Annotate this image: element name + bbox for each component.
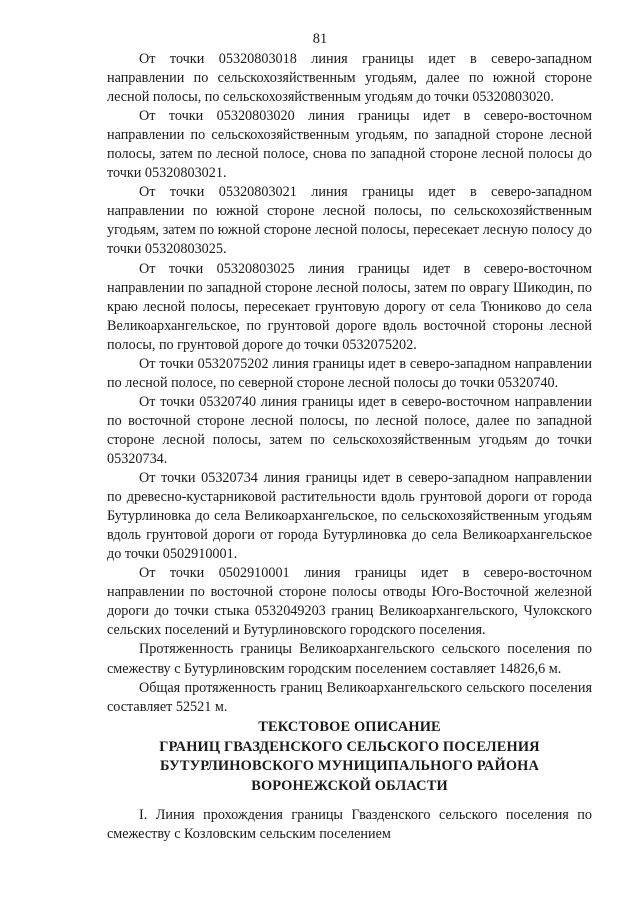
boundary-description-text xyxy=(107,50,592,717)
paragraph-point-0532075202: От точки 0532075202 линия границы идет в северо-западном направлении по лесной полосе, по северной стороне лесной полосы до точки 05320740. xyxy=(107,355,592,391)
paragraph-point-05320740: От точки 05320740 линия границы идет в северо-восточном направлении по восточной стороне лесной полосы, по лесной полосе, далее по западной стороне лесной полосы, затем по сельскохозяйственным угодьям до точки 05320734. xyxy=(107,393,592,467)
heading-line-2: ГРАНИЦ ГВАЗДЕНСКОГО СЕЛЬСКОГО ПОСЕЛЕНИЯ xyxy=(159,738,540,755)
section-1-title: I. Линия прохождения границы Гвазденского сельского поселения по смежеству с Козловским сельским поселением xyxy=(107,807,592,843)
heading-line-1: ТЕКСТОВОЕ ОПИСАНИЕ xyxy=(258,719,441,735)
paragraph-point-0502910001: От точки 0502910001 линия границы идет в северо-восточном направлении по восточной стороне полосы отводы Юго-Восточной железной дороги до точки стыка 0532049203 границ Великоархангельского, Чулокского сельских поселений и Бутурлиновского городского поселения. xyxy=(107,565,592,639)
section-heading xyxy=(107,718,592,796)
paragraph-point-05320803025: От точки 05320803025 линия границы идет в северо-восточном направлении по западной стороне лесной полосы, затем по оврагу Шикодин, по краю лесной полосы, пересекает грунтовую дорогу от села Тюниково до села Великоархангельское, по грунтовой дороге вдоль восточной стороны лесной полосы, по грунтовой дороге до точки 0532075202. xyxy=(107,260,592,353)
paragraph-point-05320803021: От точки 05320803021 линия границы идет в северо-западном направлении по южной стороне лесной полосы, по сельскохозяйственным угодьям, затем по южной стороне лесной полосы, пересекает лесную полосу до точки 05320803025. xyxy=(107,184,592,258)
paragraph-point-05320803018: От точки 05320803018 линия границы идет в северо-западном направлении по сельскохозяйственным угодьям, далее по южной стороне лесной полосы, по сельскохозяйственным угодьям до точки 05320803020. xyxy=(107,51,592,106)
paragraph-total-length: Общая протяженность границ Великоархангельского сельского поселения составляет 52521 м. xyxy=(107,679,592,715)
paragraph-border-length: Протяженность границы Великоархангельского сельского поселения по смежеству с Бутурлиновским городским поселением составляет 14826,6 м. xyxy=(107,641,592,677)
heading-line-4: ВОРОНЕЖСКОЙ ОБЛАСТИ xyxy=(251,777,448,794)
page-number: 81 xyxy=(312,31,328,47)
paragraph-point-05320803020: От точки 05320803020 линия границы идет в северо-восточном направлении по сельскохозяйственным угодьям, по западной стороне лесной полосы, затем по лесной полосе, снова по западной стороне лесной полосы до точки 05320803021. xyxy=(107,108,592,182)
heading-line-3: БУТУРЛИНОВСКОГО МУНИЦИПАЛЬНОГО РАЙОНА xyxy=(159,758,540,774)
paragraph-point-05320734: От точки 05320734 линия границы идет в северо-западном направлении по древесно-кустарниковой растительности вдоль грунтовой дороги от города Бутурлиновка до села Великоархангельское, по сельскохозяйственным угодьям вдоль грунтовой дороги от города Бутурлиновка до села Великоархангельское до точки 0502910001. xyxy=(107,470,592,563)
section-1 xyxy=(107,806,592,844)
